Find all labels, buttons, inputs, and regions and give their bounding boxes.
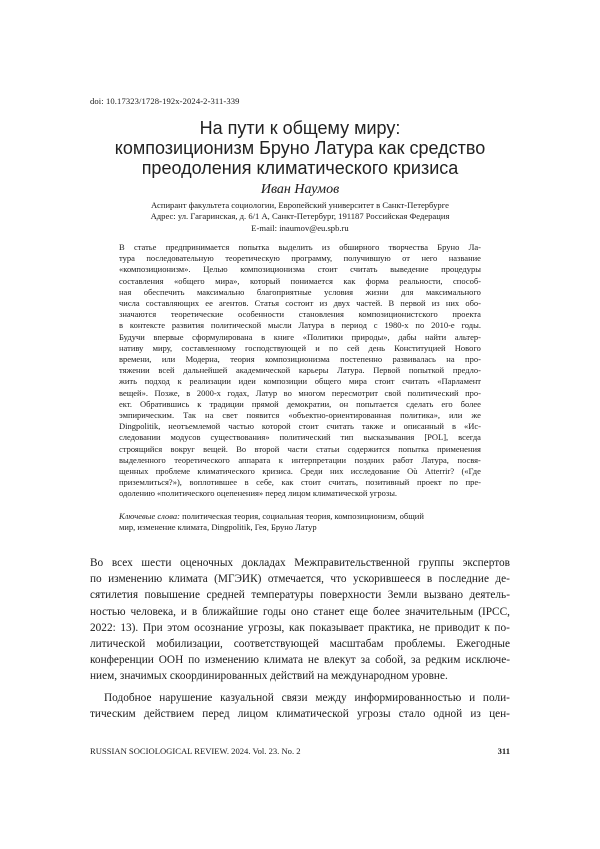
keywords-line	[119, 511, 481, 522]
text-line: нативу миру, составленному господствующей и по сей день Конституцией Нового	[119, 342, 481, 353]
text-line: ная обеспечить максимально благоприятные условия жизни для максимального	[119, 286, 481, 297]
text-line: числа составляющих ее агентов. Статья состоит из двух частей. В первой из них обо-	[119, 298, 481, 309]
text-line: тическим действием перед лицом климатической угрозы стало одной из цен-	[90, 707, 510, 720]
text-line: одолению «политического оцепенения» перед лицом климатической угрозы.	[119, 488, 398, 499]
text-line: ект. Обратившись к традиции прямой демократии, он попытается сделать его более	[119, 398, 481, 409]
text-line: эмпирическим. Так на свет появится «объектно-ориентированная политика», или же	[119, 410, 481, 421]
text-line: по изменению климата (МГЭИК) отмечается, что ускорившееся в последние де-	[90, 573, 510, 586]
email-line: E-mail: inaumov@eu.spb.ru	[251, 222, 349, 233]
text-line: выделенного теоретического аппарата к интерпретации поздних работ Латура, посвя-	[119, 454, 481, 465]
text-line: значаются теоретические особенности становления композиционистского проекта	[119, 309, 481, 320]
text-line: щенных проблеме климатического кризиса. Среди них исследование Où Atterrir? («Где	[119, 466, 481, 477]
article-body	[90, 555, 510, 722]
text-line: сятилетия повышение средней температуры поверхности Земли вызвано деятель-	[90, 589, 510, 602]
page-number: 311	[497, 746, 510, 756]
text-line: следовании модусов существования» политический тип высказывания [POL], всегда	[119, 432, 481, 443]
keywords-label: Ключевые слова:	[119, 511, 180, 521]
body-paragraph	[90, 690, 510, 722]
title-line: композиционизм Бруно Латура как средство	[114, 138, 486, 158]
body-paragraph	[90, 555, 510, 690]
journal-name: RUSSIAN SOCIOLOGICAL REVIEW. 2024. Vol. 23. No. 2	[90, 746, 301, 756]
text-line: В статье предпринимается попытка выделить из обширного творчества Бруно Ла-	[119, 242, 481, 252]
address-line: Адрес: ул. Гагаринская, д. 6/1 А, Санкт-Петербург, 191187 Российская Федерация	[150, 211, 450, 222]
text-line: Будучи впервые сформулирована в книге «Политики природы», дабы найти альтер-	[119, 331, 481, 342]
text-line: в контексте развития политической мысли Латура в период с 1980-х по 2010-е годы.	[119, 320, 481, 331]
author-name: Иван Наумов	[260, 182, 340, 197]
keywords-line: мир, изменение климата, Dingpolitik, Гея, Бруно Латур	[119, 522, 317, 533]
article-title	[90, 118, 510, 178]
text-line: ностью человека, и в ближайшие годы оно станет еще более значительным (IPCC,	[90, 605, 510, 618]
keywords	[119, 511, 481, 533]
title-line: На пути к общему миру:	[199, 118, 401, 138]
text-line: вещей». Позже, в 2000-х годах, Латур во многом пересмотрит свой политический про-	[119, 387, 481, 398]
text-line: Подобное нарушение казуальной связи между информированностью и поли-	[104, 691, 510, 704]
text-line: конференции ООН по изменению климата не влекут за собой, за редким исключе-	[90, 654, 510, 667]
text-line: 2022: 13). При этом осознание угрозы, как показывает практика, не приводит к по-	[90, 621, 510, 634]
text-line: тура последовательную теоретическую программу, получившую от него название	[119, 253, 481, 264]
keywords-text: политическая теория, социальная теория, композиционизм, общий	[182, 511, 424, 521]
affiliation-line: Аспирант факультета социологии, Европейский университет в Санкт-Петербурге	[151, 200, 449, 210]
text-line: «композиционизм». Целью композиционизма стоит считать выведение процедуры	[119, 264, 481, 275]
text-line: приземлиться?»), воплотившее в себе, как стоит считать, позитивный проект по пре-	[119, 477, 481, 488]
page-footer	[90, 746, 510, 756]
text-line: Во всех шести оценочных докладах Межправительственной группы экспертов	[90, 557, 510, 569]
text-line: литической мобилизации, соответствующей масштабам проблемы. Ежегодные	[90, 638, 510, 651]
author-affiliation	[90, 200, 510, 234]
text-line: времени, или Модерна, теория композиционизма постепенно развивалась на про-	[119, 354, 481, 365]
text-line: тяжении всей дальнейшей академической карьеры Латура. Первой попыткой предло-	[119, 365, 481, 376]
text-line: строящийся вокруг вещей. Во второй части статьи содержится попытка применения	[119, 443, 481, 454]
doi: doi: 10.17323/1728-192x-2024-2-311-339	[90, 96, 240, 106]
abstract	[119, 242, 481, 500]
text-line: нием, значимых скоординированных действий на международном уровне.	[90, 670, 448, 683]
text-line: составления «общего мира», который понимается как форма реальности, способ-	[119, 275, 481, 286]
title-line: преодоления климатического кризиса	[141, 158, 459, 178]
text-line: Dingpolitik, неотъемлемой частью которой стоит считать также и описанный в «Ис-	[119, 421, 481, 432]
text-line: жить подход к реализации идеи композиции общего мира стоит считать «Парламент	[119, 376, 481, 387]
